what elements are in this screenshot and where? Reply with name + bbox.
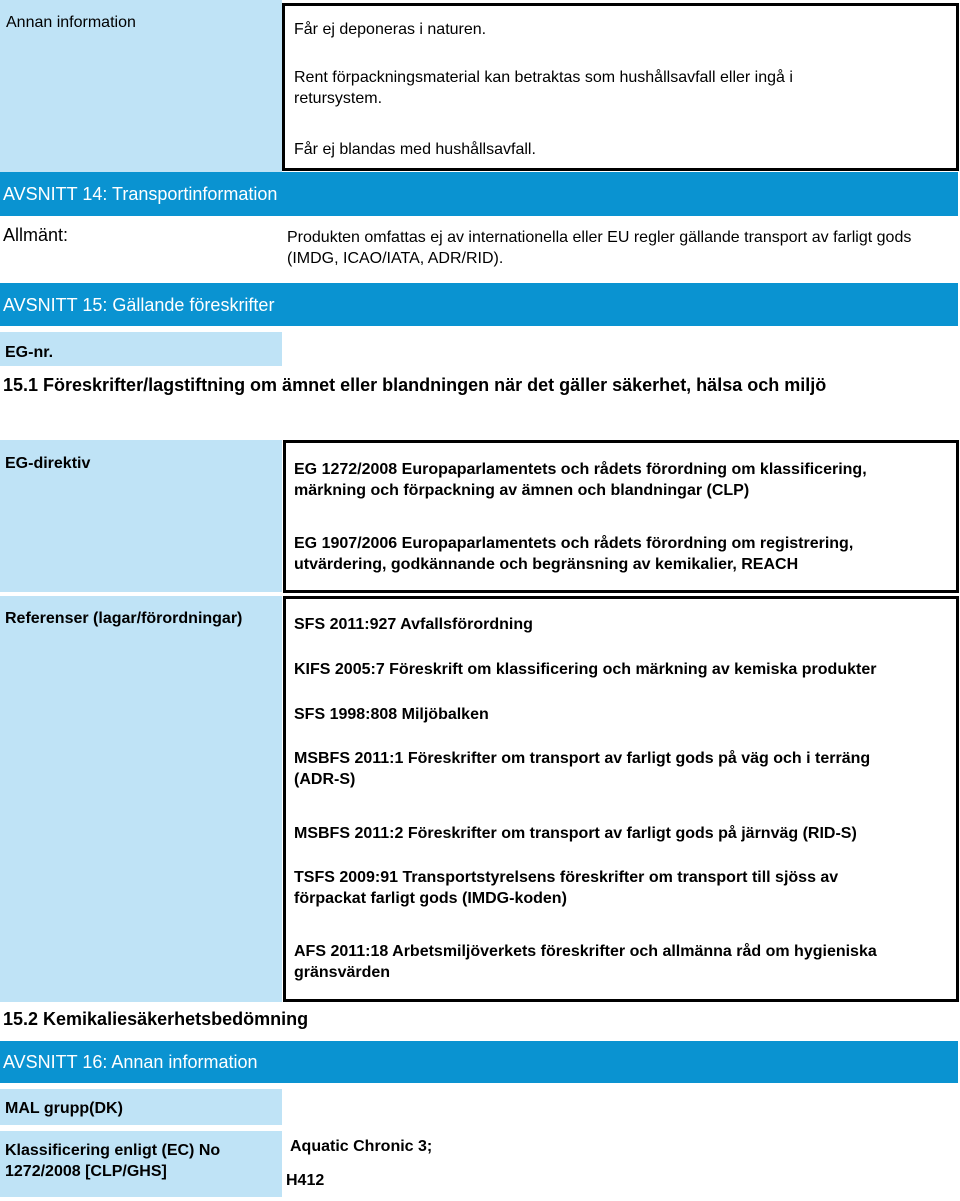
eg-nr-label: EG-nr. bbox=[5, 344, 54, 361]
annan-information-label-cell bbox=[0, 0, 282, 172]
mal-grupp-label-cell bbox=[0, 1089, 282, 1125]
eg-direktiv-item: EG 1907/2006 Europaparlamentets och rådets förordning om registrering, utvärdering, godkännande och begränsning av kemikalier, REACH bbox=[294, 535, 854, 573]
eg-direktiv-box bbox=[283, 440, 959, 593]
eg-direktiv-label-cell bbox=[0, 440, 282, 592]
referens-item: SFS 1998:808 Miljöbalken bbox=[294, 706, 489, 723]
subsection-15-1-title: 15.1 Föreskrifter/lagstiftning om ämnet eller blandningen när det gäller säkerhet, hälsa och miljö bbox=[3, 375, 827, 395]
klassificering-label: Klassificering enligt (EC) No 1272/2008 [CLP/GHS] bbox=[5, 1142, 221, 1180]
subsection-15-2-title: 15.2 Kemikaliesäkerhetsbedömning bbox=[3, 1009, 309, 1029]
referens-item: AFS 2011:18 Arbetsmiljöverkets föreskrifter och allmänna råd om hygieniska gränsvärden bbox=[294, 943, 877, 981]
allmant-text: Produkten omfattas ej av internationella eller EU regler gällande transport av farligt gods (IMDG, ICAO/IATA, ADR/RID). bbox=[287, 229, 912, 267]
section-16-title: AVSNITT 16: Annan information bbox=[3, 1052, 258, 1072]
eg-direktiv-label: EG-direktiv bbox=[5, 455, 91, 472]
mal-grupp-label: MAL grupp(DK) bbox=[5, 1100, 123, 1117]
annan-information-line: Rent förpackningsmaterial kan betraktas som hushållsavfall eller ingå i retursystem. bbox=[294, 69, 793, 107]
annan-information-label: Annan information bbox=[6, 14, 136, 31]
annan-information-box bbox=[282, 3, 959, 171]
section-16-header bbox=[0, 1041, 958, 1083]
referens-item: SFS 2011:927 Avfallsförordning bbox=[294, 616, 533, 633]
section-15-header bbox=[0, 283, 958, 326]
referenser-box bbox=[283, 596, 959, 1002]
referens-item: KIFS 2005:7 Föreskrift om klassificering och märkning av kemiska produkter bbox=[294, 661, 877, 678]
section-15-title: AVSNITT 15: Gällande föreskrifter bbox=[3, 295, 275, 315]
annan-information-line: Får ej deponeras i naturen. bbox=[294, 21, 487, 38]
referens-item: TSFS 2009:91 Transportstyrelsens föreskrifter om transport till sjöss av förpackat farligt gods (IMDG-koden) bbox=[294, 869, 839, 907]
section-14-title: AVSNITT 14: Transportinformation bbox=[3, 184, 278, 204]
referens-item: MSBFS 2011:2 Föreskrifter om transport av farligt gods på järnväg (RID-S) bbox=[294, 825, 857, 842]
eg-direktiv-item: EG 1272/2008 Europaparlamentets och rådets förordning om klassificering, märkning och förpackning av ämnen och blandningar (CLP) bbox=[294, 461, 867, 499]
klassificering-label-cell bbox=[0, 1131, 282, 1197]
klassificering-value: H412 bbox=[286, 1172, 325, 1189]
allmant-label: Allmänt: bbox=[3, 225, 69, 245]
klassificering-value: Aquatic Chronic 3; bbox=[290, 1138, 433, 1155]
referenser-label: Referenser (lagar/förordningar) bbox=[5, 610, 243, 627]
section-14-header bbox=[0, 172, 958, 216]
annan-information-line: Får ej blandas med hushållsavfall. bbox=[294, 141, 536, 158]
eg-nr-label-cell bbox=[0, 332, 282, 366]
referens-item: MSBFS 2011:1 Föreskrifter om transport av farligt gods på väg och i terräng (ADR-S) bbox=[294, 750, 871, 788]
referenser-label-cell bbox=[0, 596, 282, 1002]
